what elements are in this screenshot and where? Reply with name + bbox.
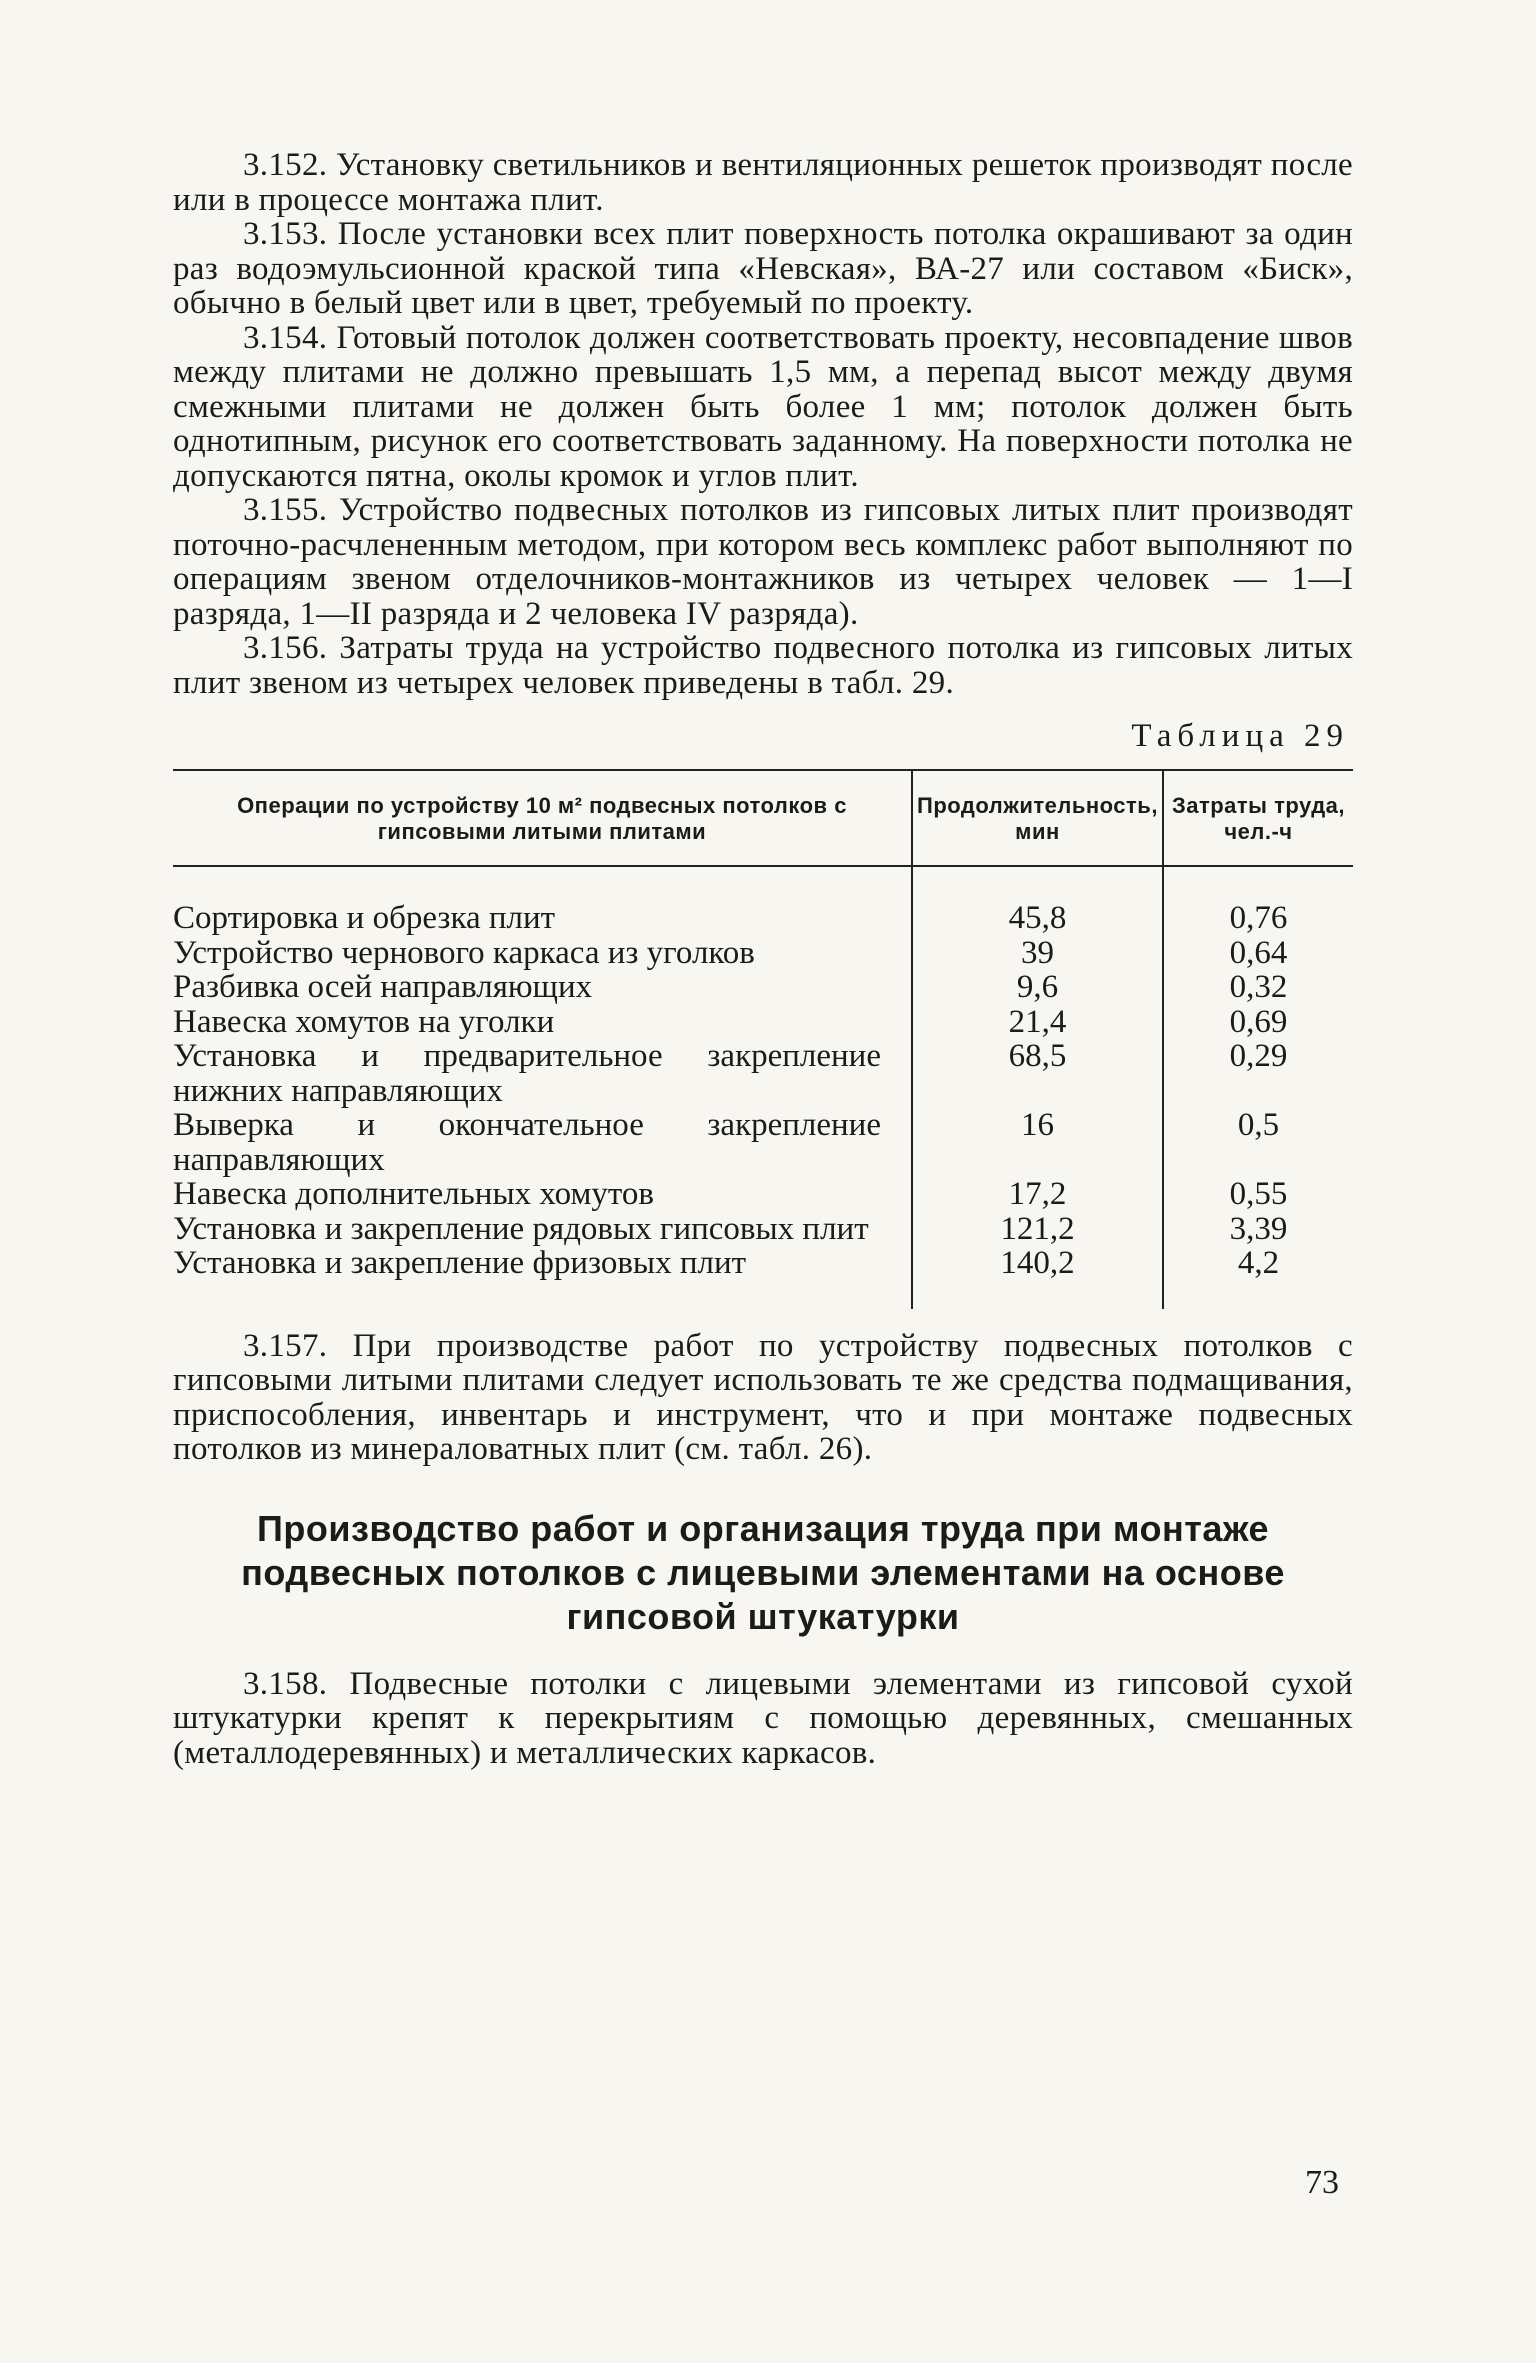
page-number: 73 (1305, 2164, 1339, 2201)
cell-labor: 0,55 (1229, 1176, 1288, 1212)
paragraph-number: 3.153. (243, 216, 328, 252)
table-row (173, 1039, 1353, 1108)
paragraph-number: 3.158. (243, 1665, 328, 1702)
table-row (173, 1005, 1353, 1040)
paragraph-3-155 (173, 493, 1353, 631)
cell-operation: Разбивка осей направляющих (173, 970, 912, 1005)
table-29 (173, 769, 1353, 1309)
header-labor: Затраты труда, чел.-ч (1171, 793, 1346, 844)
paragraph-number: 3.154. (243, 319, 328, 356)
cell-labor: 0,5 (1237, 1107, 1280, 1143)
paragraph-3-154 (173, 321, 1353, 494)
cell-duration: 21,4 (912, 1005, 1163, 1040)
table-row (173, 1246, 1353, 1309)
paragraph-text: Готовый потолок должен соответствовать проекту, несовпадение швов между плитами не должно превышать 1,5 мм, а перепад высот между двумя смежными плитами не должен быть более 1 мм; потолок должен быть однотипным, рисунок его соответствовать заданному. На поверхности потолка не допускаются пятна, околы кромок и углов плит. (173, 319, 1353, 494)
paragraph-text: Установку светильников и вентиляционных решеток производят после или в процессе монтажа плит. (173, 147, 1353, 218)
table-row (173, 970, 1353, 1005)
table-caption: Таблица 29 (1131, 718, 1349, 754)
paragraph-number: 3.152. (243, 147, 328, 183)
header-duration: Продолжительность, мин (912, 770, 1163, 866)
cell-operation: Навеска хомутов на уголки (173, 1005, 912, 1040)
paragraph-3-156 (173, 631, 1353, 700)
cell-duration: 16 (912, 1108, 1163, 1177)
cell-labor: 0,64 (1229, 934, 1288, 971)
paragraph-text: Затраты труда на устройство подвесного потолка из гипсовых литых плит звеном из четырех человек приведены в табл. 29. (173, 630, 1353, 701)
paragraph-3-158 (173, 1667, 1353, 1771)
cell-labor: 0,29 (1229, 1038, 1288, 1074)
cell-operation: Установка и закрепление рядовых гипсовых плит (173, 1212, 912, 1247)
cell-labor: 0,69 (1229, 1003, 1288, 1040)
cell-operation: Навеска дополнительных хомутов (173, 1177, 912, 1212)
table-row (173, 936, 1353, 971)
table-row (173, 1212, 1353, 1247)
cell-labor: 0,76 (1229, 900, 1288, 936)
paragraph-number: 3.157. (243, 1327, 328, 1364)
paragraph-text: Подвесные потолки с лицевыми элементами из гипсовой сухой штукатурки крепят к перекрытиям с помощью деревянных, смешанных (металлодеревянных) и металлических каркасов. (173, 1665, 1353, 1771)
table-header-row (173, 770, 1353, 866)
paragraph-3-153 (173, 217, 1353, 321)
page-content (173, 148, 1353, 1770)
cell-operation: Установка и закрепление фризовых плит (173, 1246, 912, 1309)
cell-duration: 121,2 (912, 1212, 1163, 1247)
paragraph-number: 3.155. (243, 492, 328, 528)
header-operations: Операции по устройству 10 м² подвесных потолков с гипсовыми литыми плитами (173, 770, 912, 866)
table-row (173, 1108, 1353, 1177)
cell-duration: 9,6 (912, 970, 1163, 1005)
cell-labor: 3,39 (1229, 1210, 1288, 1247)
paragraph-text: После установки всех плит поверхность потолка окрашивают за один раз водоэмульсионной краской типа «Невская», ВА-27 или составом «Биск», обычно в белый цвет или в цвет, требуемый по проекту. (173, 216, 1353, 321)
paragraph-text: Устройство подвесных потолков из гипсовых литых плит производят поточно-расчлененным методом, при котором весь комплекс работ выполняют по операциям звеном отделочников-монтажников из четырех человек — 1—I разряда, 1—II разряда и 2 человека IV разряда). (173, 492, 1353, 632)
table-row (173, 1177, 1353, 1212)
cell-operation: Сортировка и обрезка плит (173, 866, 912, 936)
paragraph-number: 3.156. (243, 630, 328, 666)
cell-operation: Выверка и окончательное закрепление направляющих (173, 1108, 912, 1177)
section-heading: Производство работ и организация труда при монтаже подвесных потолков с лицевыми элементами на основе гипсовой штукатурки (241, 1507, 1285, 1637)
cell-labor: 0,32 (1229, 969, 1288, 1005)
cell-duration: 45,8 (912, 866, 1163, 936)
cell-duration: 39 (912, 936, 1163, 971)
paragraph-3-157 (173, 1329, 1353, 1467)
cell-duration: 68,5 (912, 1039, 1163, 1108)
paragraph-text: При производстве работ по устройству подвесных потолков с гипсовыми литыми плитами следует использовать те же средства подмащивания, приспособления, инвентарь и инструмент, что и при монтаже подвесных потолков из минераловатных плит (см. табл. 26). (173, 1327, 1353, 1467)
cell-operation: Устройство чернового каркаса из уголков (173, 936, 912, 971)
paragraph-3-152 (173, 148, 1353, 217)
cell-operation: Установка и предварительное закрепление нижних направляющих (173, 1039, 912, 1108)
cell-duration: 17,2 (912, 1177, 1163, 1212)
cell-duration: 140,2 (912, 1246, 1163, 1309)
cell-labor: 4,2 (1237, 1245, 1280, 1281)
table-row (173, 866, 1353, 936)
